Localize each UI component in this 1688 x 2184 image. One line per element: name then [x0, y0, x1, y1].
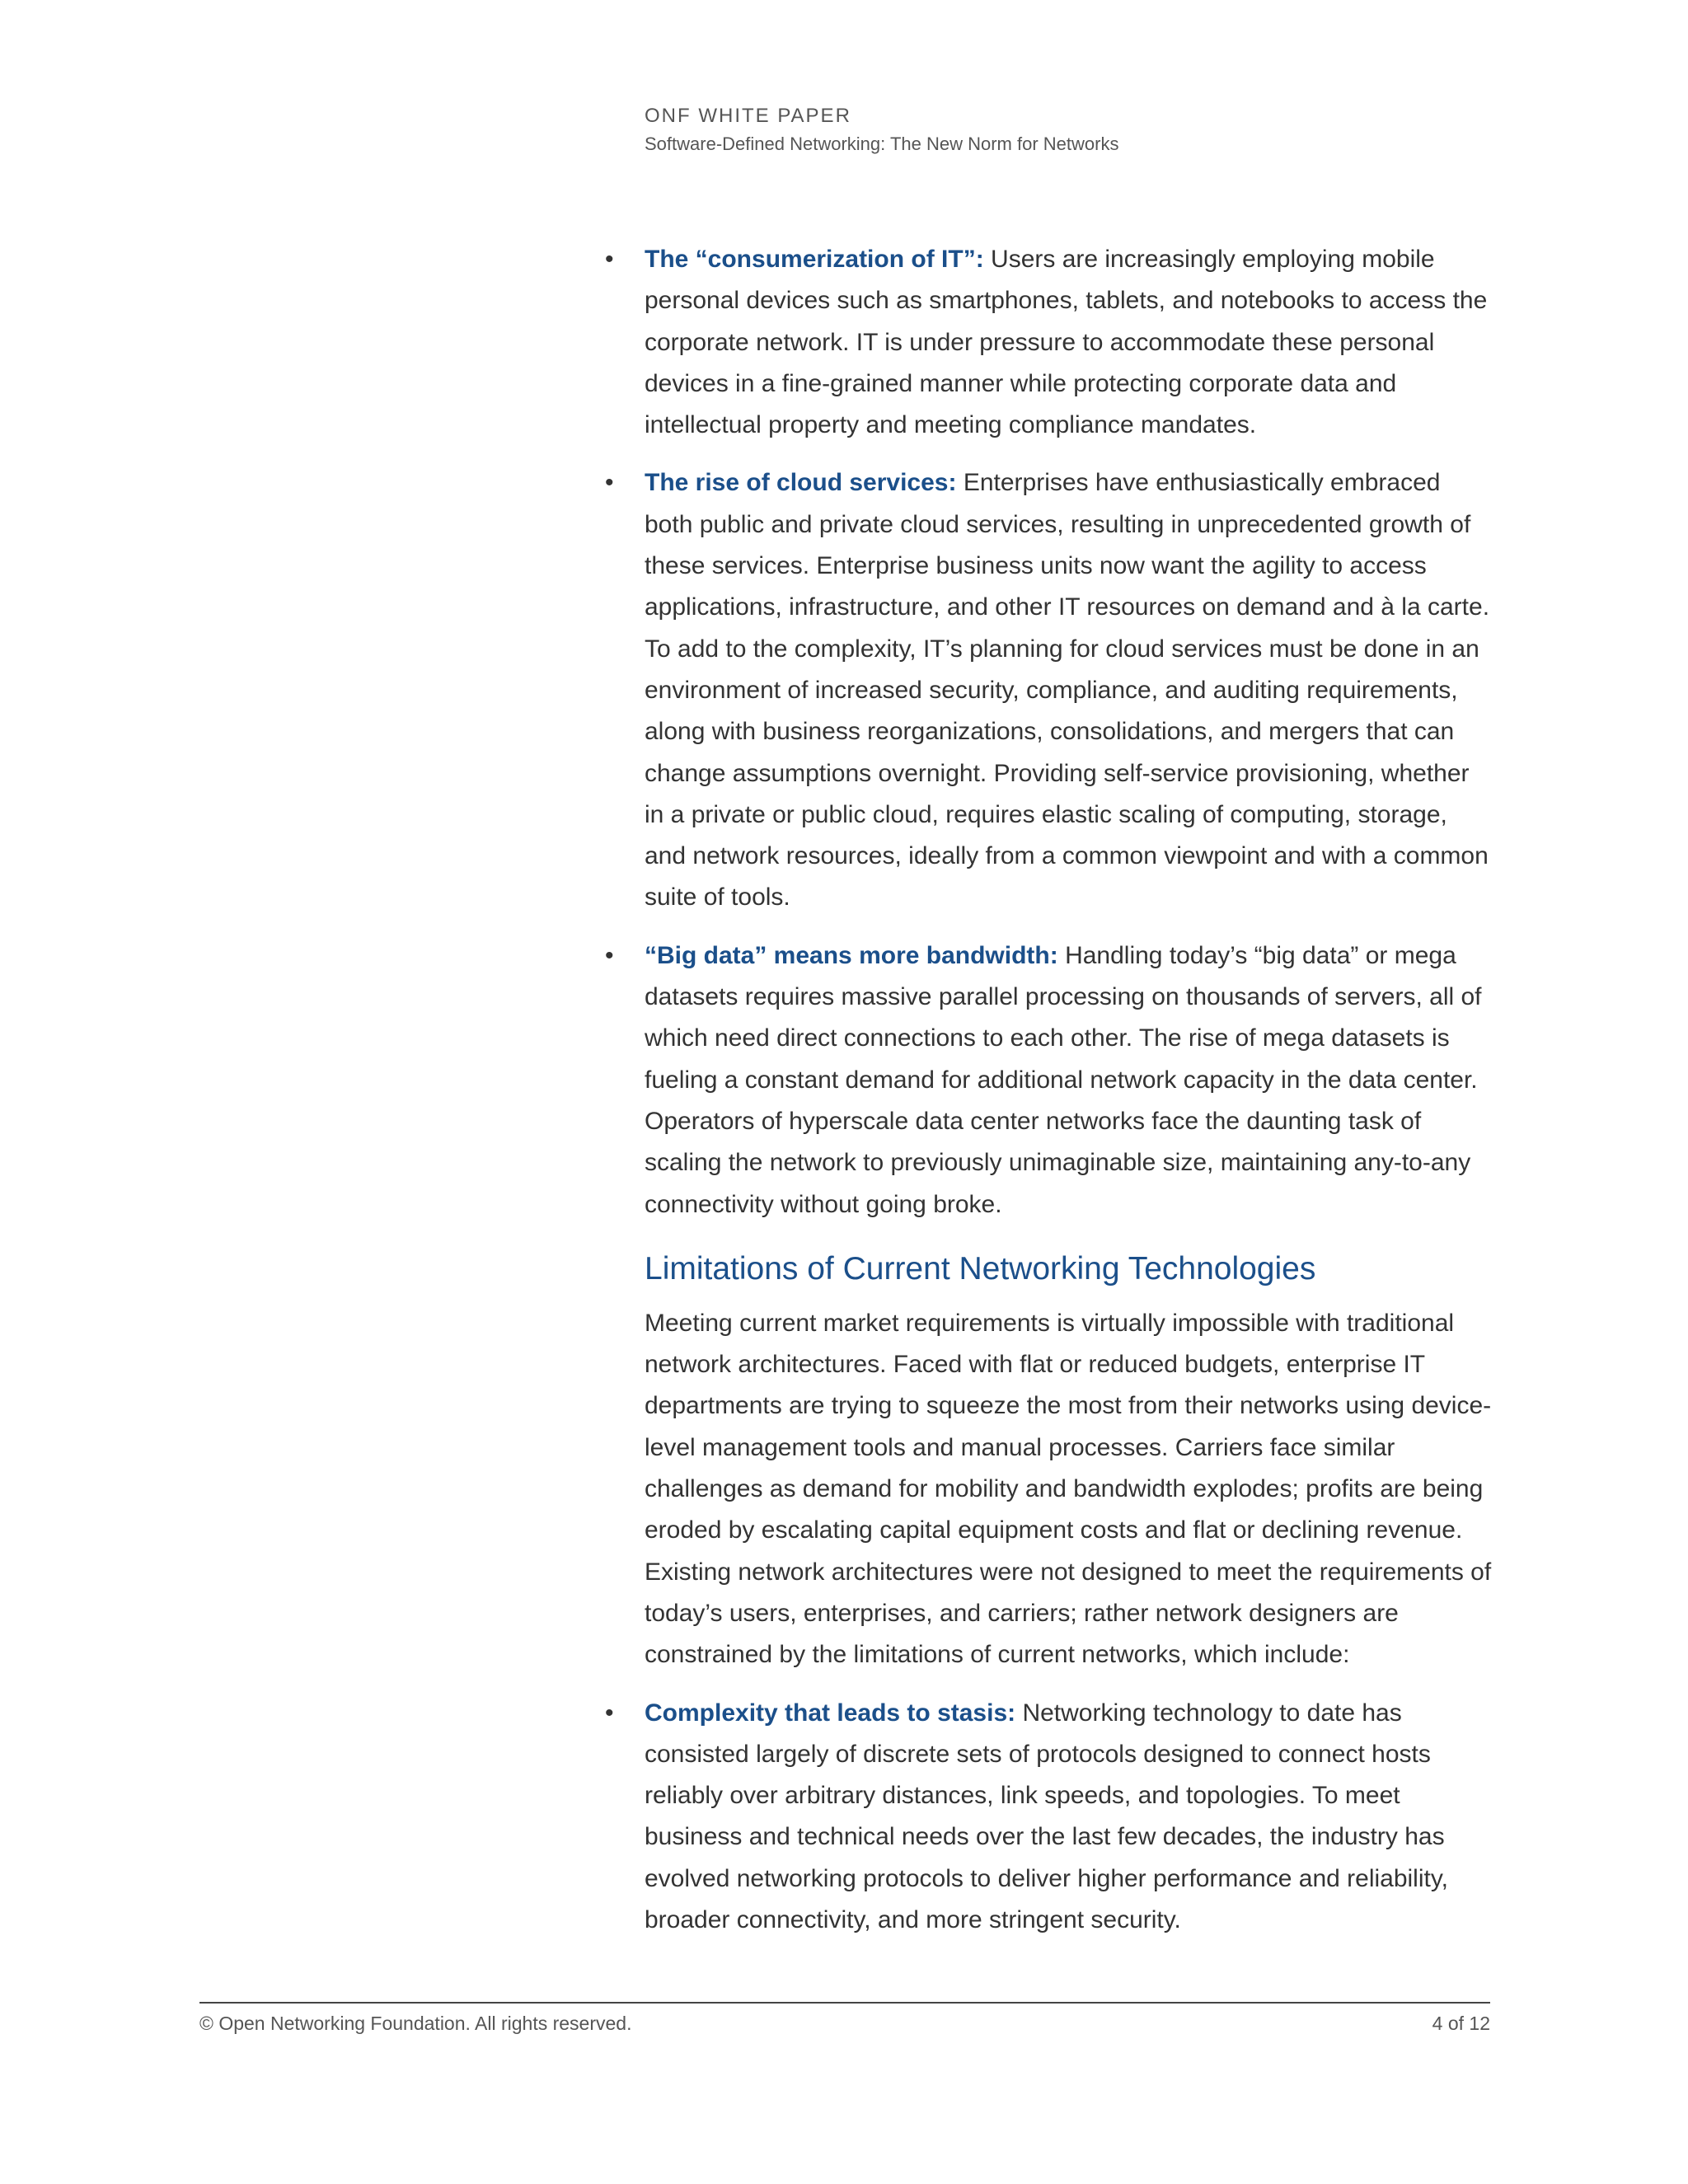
- page-header: [645, 102, 1485, 158]
- bullet-lead: The rise of cloud services:: [645, 469, 957, 497]
- bullet-text: Enterprises have enthusiastically embraced both public and private cloud services, resulting in unprecedented growth of these services. Enterprise business units now want the agility to access applications, infrastructure, and other IT resources on demand and à la carte. To add to the complexity, IT’s planning for cloud services must be done in an environment of increased security, compliance, and auditing requirements, along with business reorganizations, consolidations, and mergers that can change assumptions overnight. Providing self-service provisioning, whether in a private or public cloud, requires elastic scaling of computing, storage, and network resources, ideally from a common viewpoint and with a common suite of tools.: [645, 469, 1490, 912]
- bullet-complexity: [645, 1693, 1493, 1942]
- section-paragraph: Meeting current market requirements is virtually impossible with traditional network architectures. Faced with flat or reduced budgets, enterprise IT departments are trying to squeeze the most from their networks using device-level management tools and manual processes. Carriers face similar challenges as demand for mobility and bandwidth explodes; profits are being eroded by escalating capital equipment costs and flat or declining revenue. Existing network architectures were not designed to meet the requirements of today’s users, enterprises, and carriers; rather network designers are constrained by the limitations of current networks, which include:: [645, 1309, 1492, 1669]
- bullet-lead: “Big data” means more bandwidth:: [645, 941, 1058, 969]
- bullet-text: Networking technology to date has consisted largely of discrete sets of protocols designed to connect hosts reliably over arbitrary distances, link speeds, and topologies. To meet business and technical needs over the last few decades, the industry has evolved networking protocols to deliver higher performance and reliability, broader connectivity, and more stringent security.: [645, 1699, 1448, 1933]
- document-kicker: ONF WHITE PAPER: [645, 105, 851, 127]
- section-heading: Limitations of Current Networking Technologies: [645, 1250, 1316, 1286]
- page-number: 4 of 12: [1432, 2013, 1490, 2034]
- bullet-text: Users are increasingly employing mobile personal devices such as smartphones, tablets, and notebooks to access the corporate network. IT is under pressure to accommodate these personal devices in a fine-grained manner while protecting corporate data and intellectual property and meeting compliance mandates.: [645, 246, 1488, 439]
- footer-divider: [199, 2002, 1490, 2004]
- main-content: [645, 239, 1493, 1957]
- bullet-big-data: [645, 935, 1493, 1226]
- bullet-consumerization: [645, 239, 1493, 446]
- footer-copyright: © Open Networking Foundation. All rights reserved.: [199, 2013, 632, 2034]
- bullet-lead: The “consumerization of IT”:: [645, 246, 984, 273]
- bullet-cloud-services: [645, 462, 1493, 918]
- document-subtitle: Software-Defined Networking: The New Norm for Networks: [645, 134, 1119, 154]
- bullet-text: Handling today’s “big data” or mega datasets requires massive parallel processing on thousands of servers, all of which need direct connections to each other. The rise of mega datasets is fueling a constant demand for additional network capacity in the data center. Operators of hyperscale data center networks face the daunting task of scaling the network to previously unimaginable size, maintaining any-to-any connectivity without going broke.: [645, 941, 1482, 1218]
- bullet-lead: Complexity that leads to stasis:: [645, 1699, 1016, 1727]
